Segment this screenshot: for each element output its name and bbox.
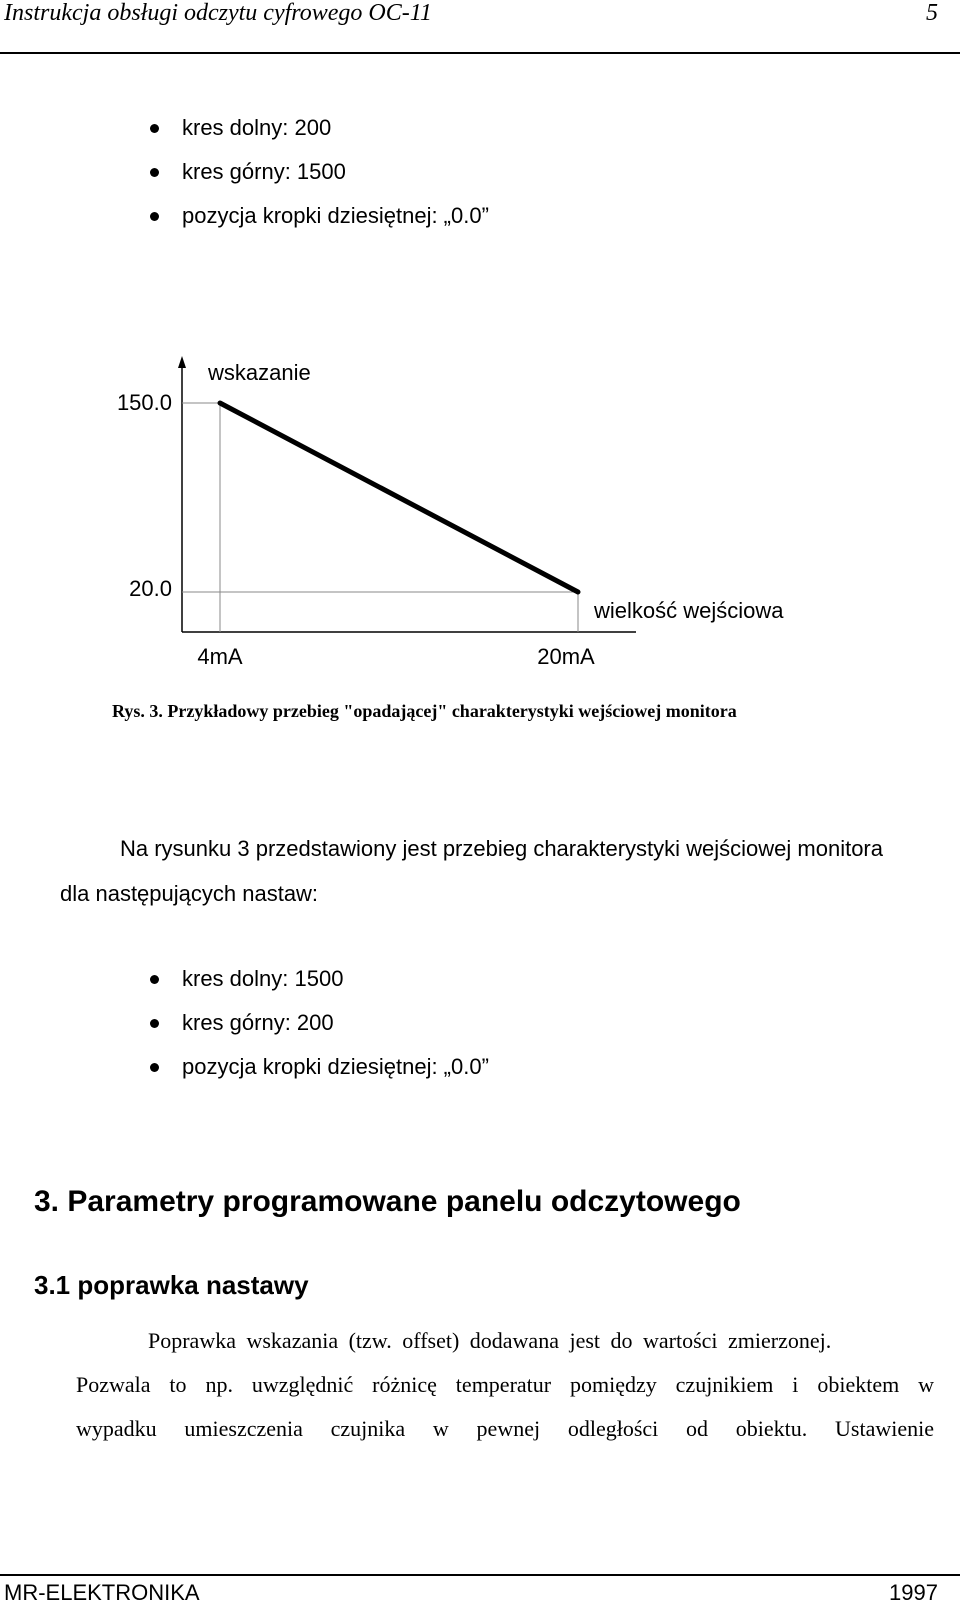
y-tick-label: 150.0 xyxy=(116,390,172,415)
header-rule xyxy=(0,52,960,54)
figure-caption: Rys. 3. Przykładowy przebieg "opadającej" charakterystyki wejściowej monitora xyxy=(112,701,737,721)
paragraph-line: Pozwala to np. uwzględnić różnicę temperatur pomiędzy czujnikiem i obiektem w xyxy=(76,1372,934,1397)
footer-rule xyxy=(0,1574,960,1576)
x-tick-label: 4mA xyxy=(197,644,243,669)
paragraph-line: dla następujących nastaw: xyxy=(60,881,319,906)
list-item: kres dolny: 200 xyxy=(150,114,489,158)
paragraph-line: wypadku umieszczenia czujnika w pewnej odległości od obiektu. Ustawienie xyxy=(76,1416,934,1441)
settings-list-2 xyxy=(150,965,489,1097)
section-heading: 3. Parametry programowane panelu odczytowego xyxy=(34,1185,741,1218)
list-item: kres dolny: 1500 xyxy=(150,965,489,1009)
footer-company: MR-ELEKTRONIKA xyxy=(4,1580,200,1605)
list-item: pozycja kropki dziesiętnej: „0.0” xyxy=(150,1053,489,1097)
subsection-heading: 3.1 poprawka nastawy xyxy=(34,1270,309,1300)
list-item: kres górny: 1500 xyxy=(150,158,489,202)
page-number: 5 xyxy=(926,0,938,26)
paragraph-line: Na rysunku 3 przedstawiony jest przebieg charakterystyki wejściowej monitora xyxy=(120,836,883,861)
x-axis-label: wielkość wejściowa xyxy=(594,598,784,623)
list-item: pozycja kropki dziesiętnej: „0.0” xyxy=(150,202,489,246)
footer-year: 1997 xyxy=(889,1580,938,1605)
characteristic-chart xyxy=(0,350,960,680)
x-tick-label: 20mA xyxy=(537,644,595,669)
header-title: Instrukcja obsługi odczytu cyfrowego OC-11 xyxy=(4,0,432,26)
y-axis-label: wskazanie xyxy=(208,360,311,385)
paragraph-line: Poprawka wskazania (tzw. offset) dodawana jest do wartości zmierzonej. xyxy=(148,1328,832,1353)
list-item: kres górny: 200 xyxy=(150,1009,489,1053)
settings-list-1 xyxy=(150,114,489,246)
y-tick-label: 20.0 xyxy=(129,576,172,601)
y-axis-arrow xyxy=(178,356,186,368)
series-line xyxy=(220,403,578,592)
